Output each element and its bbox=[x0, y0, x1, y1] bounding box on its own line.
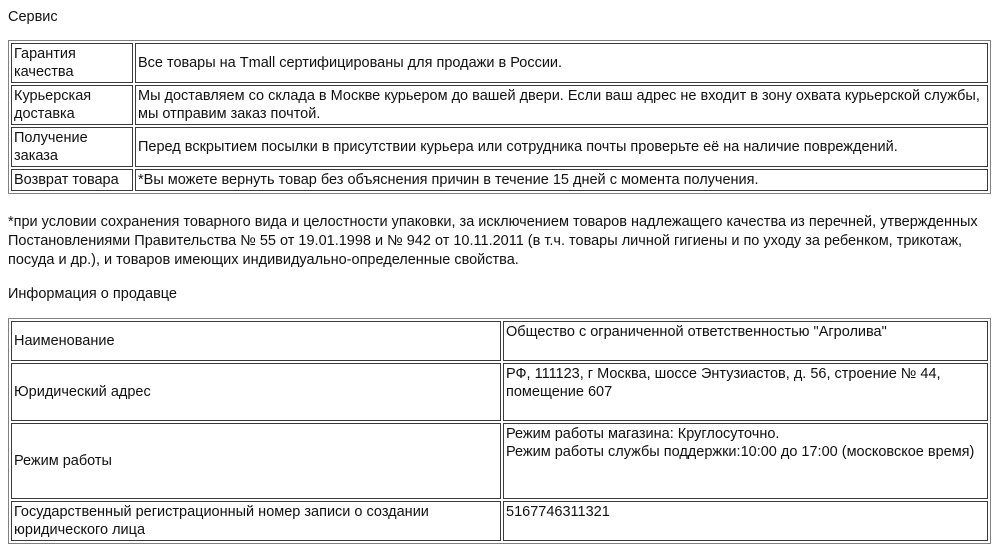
row-label-return: Возврат товара bbox=[11, 169, 133, 191]
seller-label-name: Наименование bbox=[11, 321, 501, 361]
seller-section-title: Информация о продавце bbox=[8, 286, 177, 302]
seller-value-hours: Режим работы магазина: Круглосуточно. Режим работы службы поддержки:10:00 до 17:00 (московское время) bbox=[503, 423, 988, 499]
table-row bbox=[11, 423, 988, 499]
seller-table bbox=[8, 318, 991, 544]
table-row bbox=[11, 169, 988, 191]
seller-value-address: РФ, 111123, г Москва, шоссе Энтузиастов, д. 56, строение № 44, помещение 607 bbox=[503, 363, 988, 421]
row-label-delivery: Курьерская доставка bbox=[11, 85, 133, 125]
table-row bbox=[11, 127, 988, 167]
seller-label-address: Юридический адрес bbox=[11, 363, 501, 421]
seller-value-ogrn: 5167746311321 bbox=[503, 501, 988, 541]
row-value-delivery: Мы доставляем со склада в Москве курьером до вашей двери. Если ваш адрес не входит в зону охвата курьерской службы, мы отправим заказ почтой. bbox=[135, 85, 988, 125]
row-value-return: *Вы можете вернуть товар без объяснения причин в течение 15 дней с момента получения. bbox=[135, 169, 988, 191]
seller-label-ogrn: Государственный регистрационный номер записи о создании юридического лица bbox=[11, 501, 501, 541]
footnote: *при условии сохранения товарного вида и целостности упаковки, за исключением товаров надлежащего качества из перечней, утвержденных Постановлениями Правительства № 55 от 19.01.1998 и № 942 от 10.11.2011 (в т.ч. товары личной гигиены и по уходу за ребенком, трикотаж, посуда и др.), и товаров имеющих индивидуально-определенные свойства. bbox=[8, 214, 978, 268]
row-label-quality: Гарантия качества bbox=[11, 43, 133, 83]
row-value-quality: Все товары на Tmall сертифицированы для продажи в России. bbox=[135, 43, 988, 83]
row-label-receipt: Получение заказа bbox=[11, 127, 133, 167]
table-row bbox=[11, 85, 988, 125]
table-row bbox=[11, 363, 988, 421]
table-row bbox=[11, 321, 988, 361]
service-section-title: Сервис bbox=[8, 9, 58, 25]
table-row bbox=[11, 501, 988, 541]
service-table bbox=[8, 40, 991, 194]
seller-value-name: Общество с ограниченной ответственностью "Агролива" bbox=[503, 321, 988, 361]
table-row bbox=[11, 43, 988, 83]
seller-label-hours: Режим работы bbox=[11, 423, 501, 499]
row-value-receipt: Перед вскрытием посылки в присутствии курьера или сотрудника почты проверьте её на наличие повреждений. bbox=[135, 127, 988, 167]
